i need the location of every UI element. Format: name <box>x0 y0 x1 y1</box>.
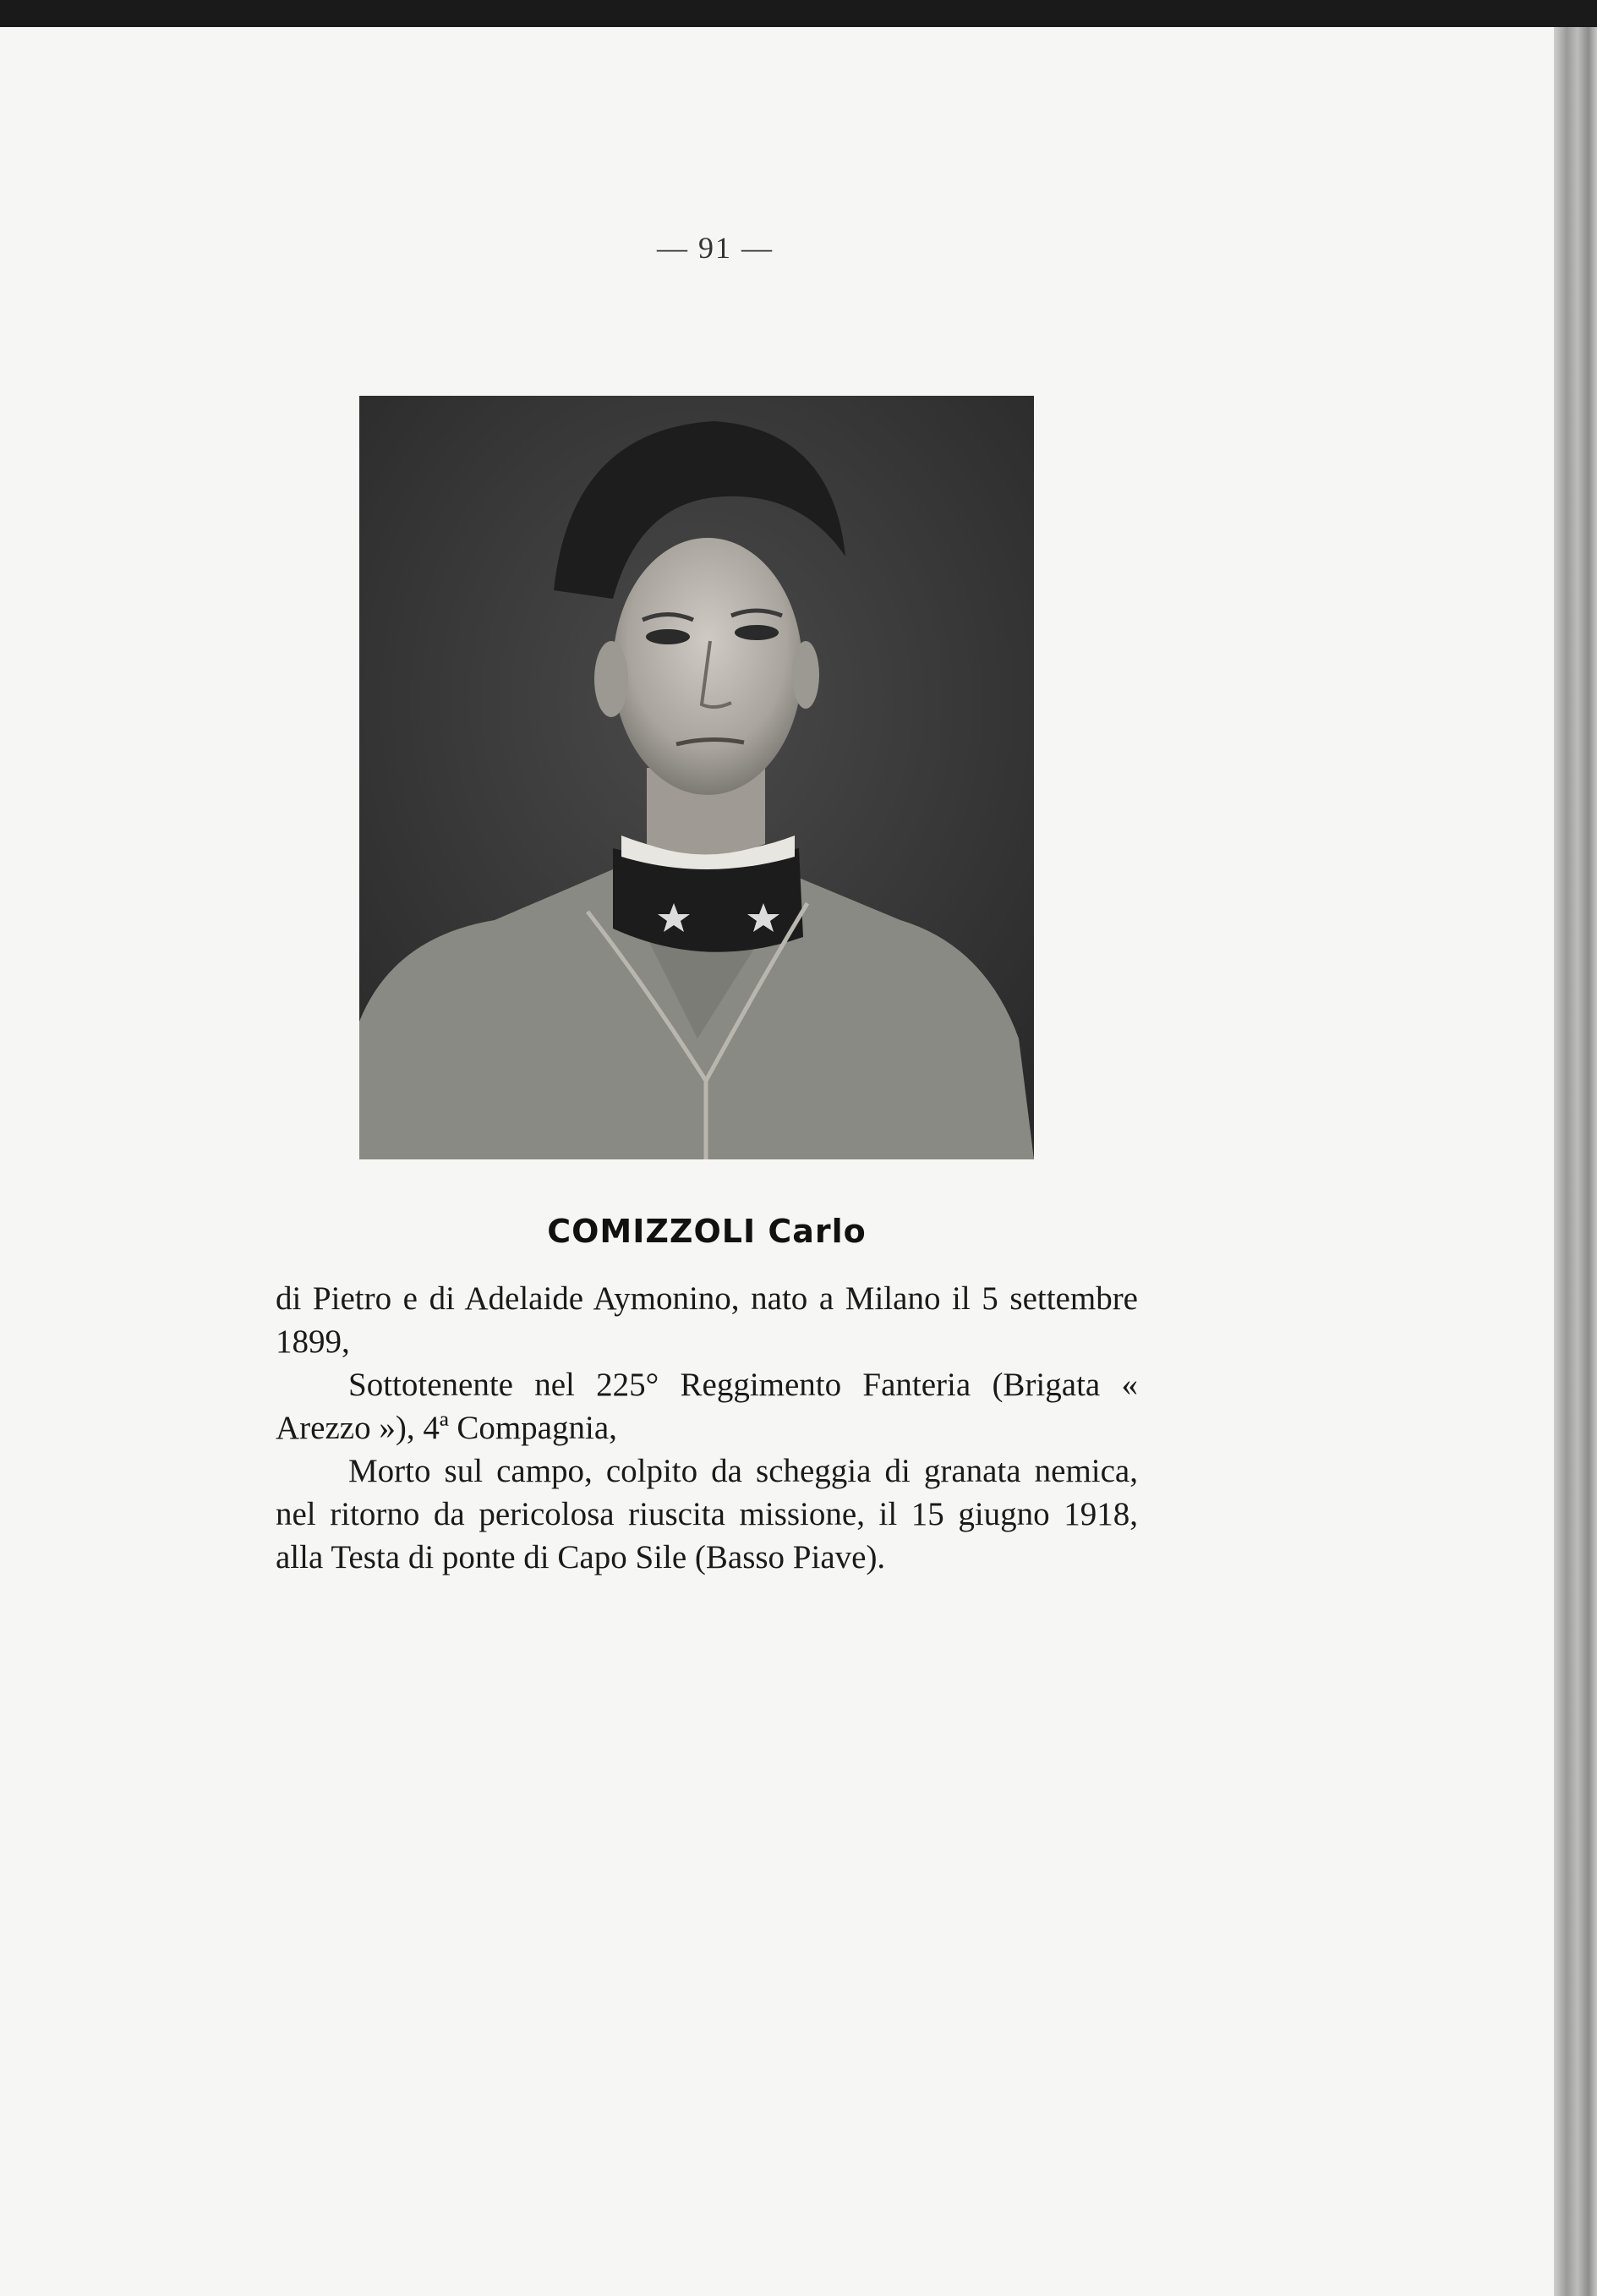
bio-paragraph-rank: Sottotenente nel 225° Reggimento Fanteria (Brigata « Arezzo »), 4ª Compagnia, <box>276 1367 1138 1446</box>
scan-top-border <box>0 0 1597 27</box>
bio-paragraph-birth: di Pietro e di Adelaide Aymonino, nato a Milano il 5 settembre 1899, <box>276 1280 1138 1360</box>
page-number: — 91 — <box>657 231 774 265</box>
bio-paragraph-death: Morto sul campo, colpito da scheggia di granata nemica, nel ritorno da pericolosa riuscita missione, il 15 giugno 1918, alla Testa di ponte di Capo Sile (Basso Piave). <box>276 1453 1138 1575</box>
person-name: COMIZZOLI Carlo <box>547 1213 867 1250</box>
biography-text <box>276 1277 1138 1579</box>
book-page <box>0 27 1554 2296</box>
page-edge <box>1554 27 1597 2296</box>
portrait-photo <box>359 396 1034 1159</box>
